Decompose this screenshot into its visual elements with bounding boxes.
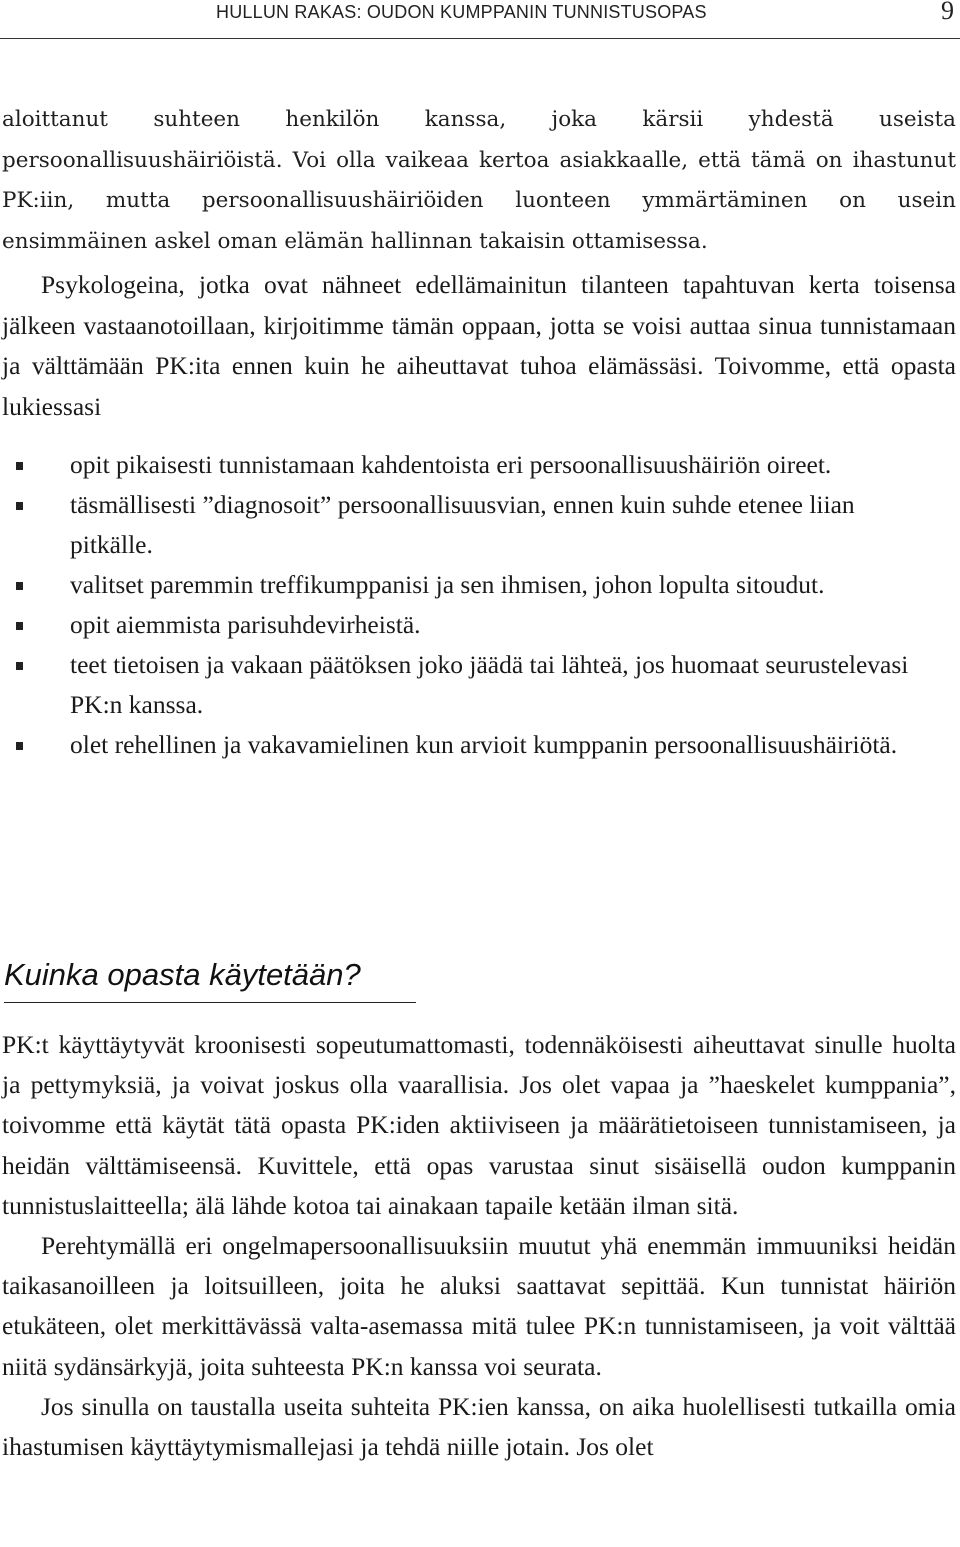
square-bullet-icon xyxy=(16,582,23,590)
list-item xyxy=(0,605,920,645)
list-item-text: valitset paremmin treffikumppanisi ja sen ihmisen, johon lopulta sitoudut. xyxy=(70,570,825,599)
section-body xyxy=(2,1025,956,1467)
section-heading: Kuinka opasta käytetään? xyxy=(4,954,416,1003)
list-item xyxy=(0,725,920,765)
list-item-text: täsmällisesti ”diagnosoit” persoonallisuusvian, ennen kuin suhde etenee liian pitkälle. xyxy=(70,490,855,559)
body-paragraph: Perehtymällä eri ongelmapersoonallisuuksiin muutut yhä enemmän immuuniksi heidän taikasanoilleen ja loitsuilleen, joita he aluksi saattavat sepittää. Kun tunnistat häiriön etukäteen, olet merkittävässä valta-asemassa mitä tulee PK:n tunnistamiseen, ja voit välttää niitä sydänsärkyjä, joita suhteesta PK:n kanssa voi seurata. xyxy=(2,1231,956,1381)
list-item-text: opit pikaisesti tunnistamaan kahdentoista eri persoonallisuushäiriön oireet. xyxy=(70,450,832,479)
list-item xyxy=(0,565,920,605)
running-header xyxy=(0,0,960,39)
square-bullet-icon xyxy=(16,462,23,470)
list-item xyxy=(0,485,920,565)
square-bullet-icon xyxy=(16,622,23,630)
list-item-text: opit aiemmista parisuhdevirheistä. xyxy=(70,610,421,639)
square-bullet-icon xyxy=(16,742,23,750)
list-item-text: olet rehellinen ja vakavamielinen kun arvioit kumppanin persoonallisuushäiriötä. xyxy=(70,730,898,759)
list-item-text: teet tietoisen ja vakaan päätöksen joko jäädä tai lähteä, jos huomaat seurustelevasi PK:n kanssa. xyxy=(70,650,909,719)
list-item xyxy=(0,445,920,485)
goals-bullet-list xyxy=(0,445,960,765)
body-paragraph: PK:t käyttäytyvät kroonisesti sopeutumattomasti, todennäköisesti aiheuttavat sinulle huolta ja pettymyksiä, ja voivat joskus olla vaarallisia. Jos olet vapaa ja ”haeskelet kumppania”, toivomme että käytät tätä opasta PK:iden aktiiviseen ja määrätietoiseen tunnistamiseen, ja heidän välttämiseensä. Kuvittele, että opas varustaa sinut sisäisellä oudon kumppanin tunnistuslaitteella; älä lähde kotoa tai ainakaan tapaile ketään ilman sitä. xyxy=(2,1030,956,1220)
page-number: 9 xyxy=(941,0,954,25)
body-paragraph: Jos sinulla on taustalla useita suhteita PK:ien kanssa, on aika huolellisesti tutkailla omia ihastumisen käyttäytymismallejasi ja tehdä niille jotain. Jos olet xyxy=(2,1391,956,1462)
square-bullet-icon xyxy=(16,662,23,670)
square-bullet-icon xyxy=(16,502,23,510)
list-item xyxy=(0,645,920,725)
psychologists-paragraph: Psykologeina, jotka ovat nähneet edellämainitun tilanteen tapahtuvan kerta toisensa jälkeen vastaanotoillaan, kirjoitimme tämän oppaan, jotta se voisi auttaa sinua tunnistamaan ja välttämään PK:ita ennen kuin he aiheuttavat tuhoa elämässäsi. Toivomme, että opasta lukiessasi xyxy=(2,270,956,421)
intro-paragraph: aloittanut suhteen henkilön kanssa, joka kärsii yhdestä useista persoonallisuushäiriöistä. Voi olla vaikeaa kertoa asiakkaalle, että tämä on ihastunut PK:iin, mutta persoonallisuushäiriöiden luonteen ymmärtäminen on usein ensimmäinen askel oman elämän hallinnan takaisin ottamisessa. xyxy=(2,107,956,254)
running-title: HULLUN RAKAS: OUDON KUMPPANIN TUNNISTUSOPAS xyxy=(216,2,707,22)
